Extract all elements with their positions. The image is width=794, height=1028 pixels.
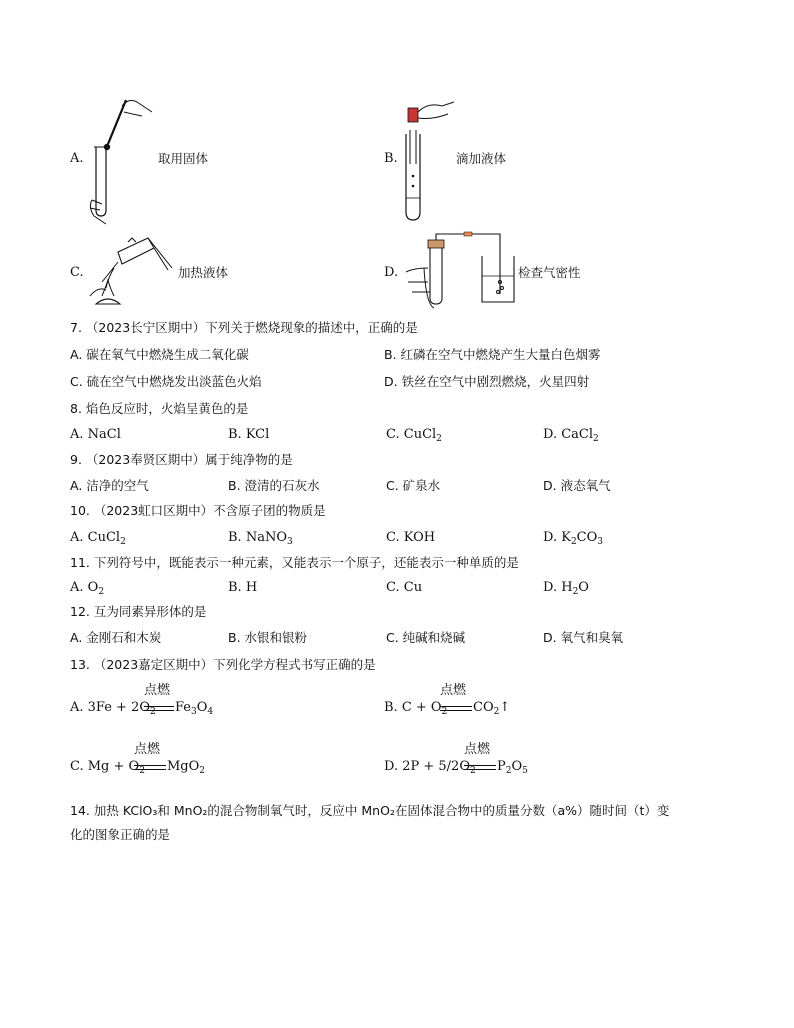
q9-stem: 9. （2023奉贤区期中）属于纯净物的是: [70, 452, 293, 467]
q6-option-d-label: 检查气密性: [518, 265, 581, 280]
q11-option-a: A. $O_2$: [70, 580, 105, 597]
q10-option-a: A. CuCl$_2$: [70, 530, 126, 547]
q12-option-d: D. 氧气和臭氧: [543, 630, 624, 645]
q7-option-d: D. 铁丝在空气中剧烈燃烧，火星四射: [384, 374, 590, 389]
q12-option-a: A. 金刚石和木炭: [70, 630, 162, 645]
q6-option-c-letter: C.: [70, 265, 84, 280]
q8-option-a: A. NaCl: [70, 427, 121, 442]
heat-liquid-illustration: [88, 232, 178, 312]
q9-option-b: B. 澄清的石灰水: [228, 478, 320, 493]
q6-option-b-letter: B.: [384, 151, 398, 166]
q13-option-b-right: $CO_2↑$: [473, 700, 511, 717]
q13-option-c-condition: 点燃: [134, 742, 161, 757]
q13-option-d-right: $P_2O_5$: [497, 759, 528, 776]
q6-option-a-label: 取用固体: [158, 151, 209, 166]
q11-option-d: D. $H_2O$: [543, 580, 589, 597]
q13-option-a-right: $Fe_3O_4$: [175, 700, 214, 717]
q8-option-c: C. CuCl$_2$: [386, 427, 442, 444]
q11-stem: 11. 下列符号中，既能表示一种元素，又能表示一个原子，还能表示一种单质的是: [70, 555, 519, 570]
q13-option-a-left: A. $3Fe + 2O_2$: [70, 700, 156, 717]
q7-option-b: B. 红磷在空气中燃烧产生大量白色烟雾: [384, 347, 601, 362]
q7-option-a: A. 碳在氧气中燃烧生成二氧化碳: [70, 347, 249, 362]
airtightness-check-illustration: [404, 232, 516, 312]
q9-option-c: C. 矿泉水: [386, 478, 441, 493]
q6-option-d-letter: D.: [384, 265, 399, 280]
q13-option-c-right: MgO$_2$: [167, 759, 206, 776]
q10-option-c: C. KOH: [386, 530, 436, 545]
q13-option-c-left: C. $Mg + O_2$: [70, 759, 145, 776]
q13-option-a-equals: [144, 706, 174, 711]
q13-option-c-equals: [134, 765, 166, 770]
q8-option-b: B. KCl: [228, 427, 270, 442]
q14-stem-line2: 化的图象正确的是: [70, 827, 171, 842]
q9-option-a: A. 洁净的空气: [70, 478, 149, 493]
q9-option-d: D. 液态氧气: [543, 478, 611, 493]
q13-option-b-condition: 点燃: [440, 683, 467, 698]
q11-option-c: C. Cu: [386, 580, 423, 595]
q10-option-b: B. NaNO$_3$: [228, 530, 293, 547]
q13-option-b-left: B. $C + O_2$: [384, 700, 448, 717]
q6-option-c-label: 加热液体: [178, 265, 229, 280]
q6-option-b-label: 滴加液体: [456, 151, 507, 166]
q13-option-d-left: D. $2P + 5/2O_2$: [384, 759, 476, 776]
q13-stem: 13. （2023嘉定区期中）下列化学方程式书写正确的是: [70, 657, 376, 672]
q7-option-c: C. 硫在空气中燃烧发出淡蓝色火焰: [70, 374, 262, 389]
q10-stem: 10. （2023虹口区期中）不含原子团的物质是: [70, 503, 326, 518]
q6-option-a-letter: A.: [70, 151, 84, 166]
q13-option-d-condition: 点燃: [464, 742, 491, 757]
q12-option-b: B. 水银和银粉: [228, 630, 308, 645]
q12-option-c: C. 纯碱和烧碱: [386, 630, 466, 645]
q13-option-d-equals: [464, 765, 496, 770]
q8-option-d: D. CaCl$_2$: [543, 427, 599, 444]
q14-stem-line1: 14. 加热 KClO₃和 MnO₂的混合物制氧气时，反应中 MnO₂在固体混合物中的质量分数（a%）随时间（t）变: [70, 803, 670, 818]
add-liquid-illustration: [398, 94, 458, 224]
q8-stem: 8. 焰色反应时，火焰呈黄色的是: [70, 401, 249, 416]
q13-option-a-condition: 点燃: [144, 683, 171, 698]
q10-option-d: D. $K_2CO_3$: [543, 530, 604, 547]
take-solid-illustration: [84, 92, 164, 227]
q12-stem: 12. 互为同素异形体的是: [70, 604, 207, 619]
q13-option-b-equals: [440, 706, 472, 711]
q7-stem: 7. （2023长宁区期中）下列关于燃烧现象的描述中，正确的是: [70, 320, 418, 335]
q11-option-b: B. H: [228, 580, 258, 595]
